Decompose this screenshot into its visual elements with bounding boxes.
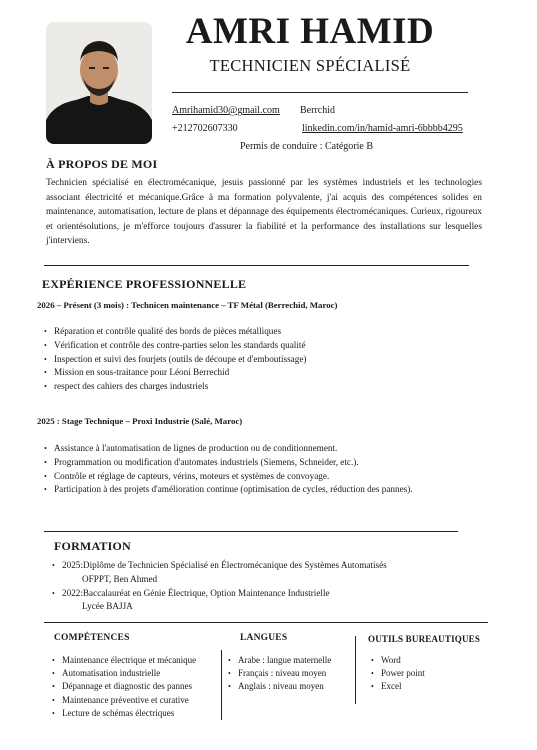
job-heading-2: 2025 : Stage Technique – Proxi Industrie (Salé, Maroc) <box>37 416 243 426</box>
list-item: • Excel <box>371 680 481 693</box>
outils-title: OUTILS BUREAUTIQUES <box>368 634 481 644</box>
linkedin-link[interactable]: linkedin.com/in/hamid-amri-6bbbb4295 <box>302 123 463 134</box>
profile-photo <box>46 22 152 144</box>
experience-divider <box>44 531 458 532</box>
list-item: • Programmation ou modification d'automates industriels (Siemens, Schneider, etc.). <box>44 456 464 470</box>
experience-title: EXPÉRIENCE PROFESSIONNELLE <box>42 277 247 291</box>
job-1-tasks <box>44 325 464 394</box>
city-text: Berrchid <box>300 105 335 116</box>
list-item: • Maintenance préventive et curative <box>52 694 222 707</box>
phone-text: +212702607330 <box>172 123 238 134</box>
langues-title: LANGUES <box>240 633 288 643</box>
list-item: • Assistance à l'automatisation de lignes de production ou de conditionnement. <box>44 442 464 456</box>
list-item: • Français : niveau moyen <box>228 667 353 680</box>
formation-school: OFPPT, Ben Ahmed <box>82 573 158 584</box>
formation-line: 2025:Diplôme de Technicien Spécialisé en Électromécanique des Systèmes Automatisés <box>62 560 387 570</box>
email-link[interactable]: Amrihamid30@gmail.com <box>172 105 280 116</box>
list-item: • Vérification et contrôle des contre-parties selon les standards qualité <box>44 339 464 353</box>
list-item: • Word <box>371 654 481 667</box>
list-item: • Maintenance électrique et mécanique <box>52 654 222 667</box>
license-text: Permis de conduire : Catégorie B <box>240 141 374 152</box>
list-item: • Mission en sous-traitance pour Léoni Berrechid <box>44 366 464 380</box>
list-item: • Dépannage et diagnostic des pannes <box>52 680 222 693</box>
list-item <box>52 587 472 615</box>
list-item: • Lecture de schémas électriques <box>52 707 222 720</box>
list-item: • Arabe : langue maternelle <box>228 654 353 667</box>
formation-title: FORMATION <box>54 539 131 553</box>
about-title: À PROPOS DE MOI <box>46 157 158 171</box>
column-divider <box>355 636 356 704</box>
list-item: • Power point <box>371 667 481 680</box>
list-item: • Réparation et contrôle qualité des bords de pièces métalliques <box>44 325 464 339</box>
column-divider <box>221 650 222 720</box>
formation-divider <box>44 622 488 623</box>
header-divider <box>172 92 468 93</box>
job-heading-1: 2026 – Présent (3 mois) : Technicen maintenance – TF Métal (Berrechid, Maroc) <box>37 300 338 310</box>
formation-list <box>52 559 472 614</box>
competences-list <box>52 654 222 720</box>
list-item: • Anglais : niveau moyen <box>228 680 353 693</box>
job-2-tasks <box>44 442 464 497</box>
formation-school: Lycée BAJJA <box>82 601 133 612</box>
about-divider <box>44 265 469 266</box>
outils-list <box>371 654 481 694</box>
langues-list <box>228 654 353 694</box>
list-item <box>52 559 472 587</box>
list-item: • Participation à des projets d'amélioration continue (optimisation de cycles, réduction des pannes). <box>44 483 464 497</box>
job-title: TECHNICIEN SPÉCIALISÉ <box>209 56 411 75</box>
candidate-name: AMRI HAMID <box>185 11 435 52</box>
about-paragraph: Technicien spécialisé en électromécanique, jesuis passionné par les systèmes industriels et les technologies associant électricité et mécanique.Grâce à ma formation polyvalente, j'ai acquis des compétences solides en maintenance, automatisation, lecture de plans et dépannage des équipements électromécaniques. Curieux, rigoureux et orientésolutions, je m'efforce toujours d'assurer la fiabilité et la performance des installations sur lesquelles j'interviens. <box>46 178 482 246</box>
list-item: • Automatisation industrielle <box>52 667 222 680</box>
formation-line: 2022:Baccalauréat en Génie Électrique, Option Maintenance Industrielle <box>62 587 330 598</box>
list-item: • Contrôle et réglage de capteurs, vérins, moteurs et systèmes de convoyage. <box>44 470 464 484</box>
competences-title: COMPÉTENCES <box>54 633 130 643</box>
list-item: • respect des cahiers des charges industriels <box>44 380 464 394</box>
list-item: • Inspection et suivi des fourjets (outils de découpe et d'emboutissage) <box>44 353 464 367</box>
